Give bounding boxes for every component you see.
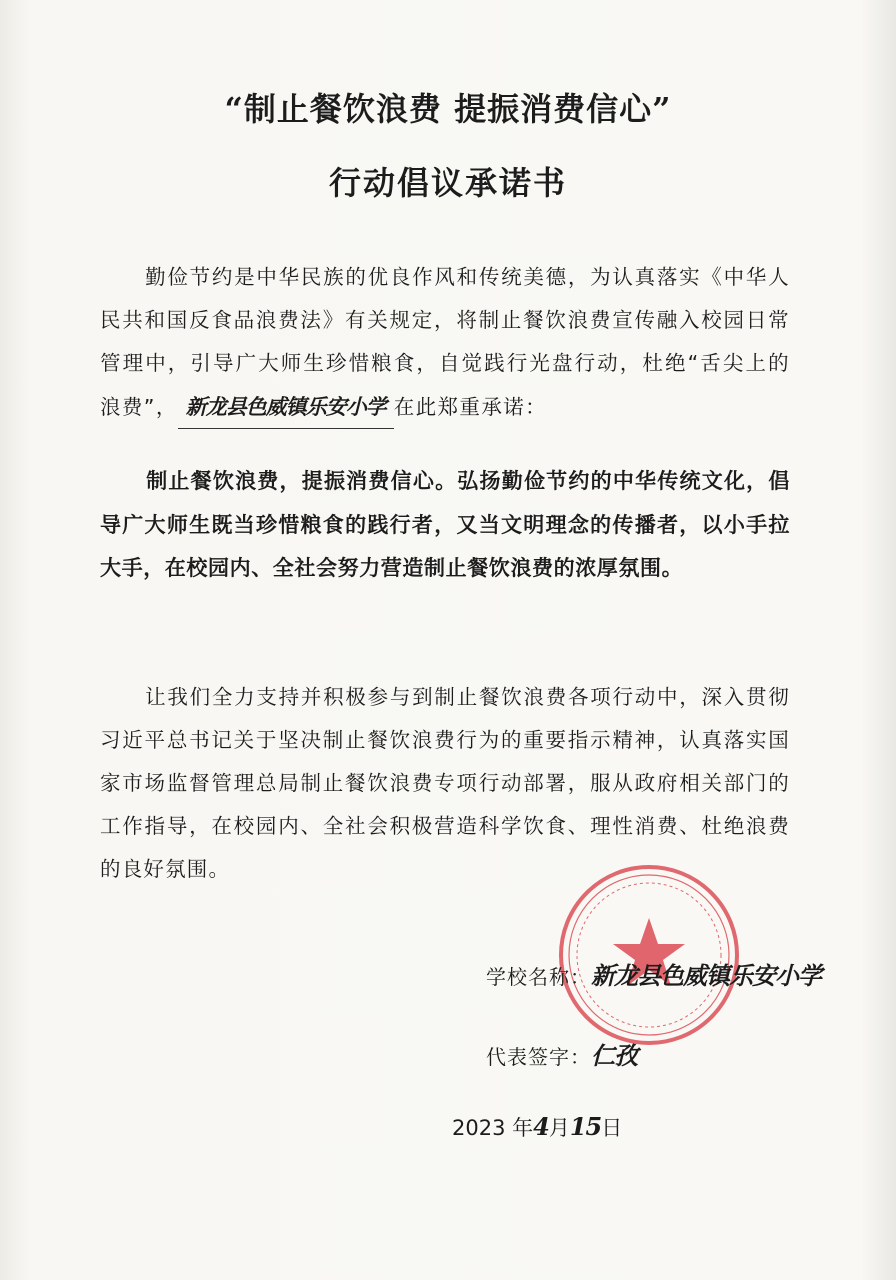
representative-signature: 仁孜 bbox=[591, 1041, 637, 1070]
document-subtitle: 行动倡议承诺书 bbox=[328, 164, 567, 202]
paragraph-intro-tail: 在此郑重承诺： bbox=[393, 395, 548, 419]
school-name-row bbox=[486, 956, 821, 991]
school-name-handwritten: 新龙县色威镇乐安小学 bbox=[591, 961, 821, 990]
official-seal-stamp bbox=[554, 860, 744, 1050]
date-year: 2023 年 bbox=[452, 1116, 534, 1140]
paragraph-intro-text: 勤俭节约是中华民族的优良作风和传统美德，为认真落实《中华人民共和国反食品浪费法》有关规定，将制止餐饮浪费宣传融入校园日常管理中，引导广大师生珍惜粮食，自觉践行光盘行动，杜绝“舌尖上的浪费”， bbox=[100, 265, 790, 419]
date-month: 4 bbox=[533, 1112, 549, 1141]
paragraph-action: 让我们全力支持并积极参与到制止餐饮浪费各项行动中，深入贯彻习近平总书记关于坚决制止餐饮浪费行为的重要指示精神，认真落实国家市场监督管理总局制止餐饮浪费专项行动部署，服从政府相关部门的工作指导，在校园内、全社会积极营造科学饮食、理性消费、杜绝浪费的良好氛围。 bbox=[100, 685, 790, 881]
date-day: 15 bbox=[569, 1112, 602, 1141]
document-title: “制止餐饮浪费 提振消费信心” bbox=[224, 90, 672, 128]
date-day-unit: 日 bbox=[601, 1116, 623, 1140]
handwritten-school-name: 新龙县色威镇乐安小学 bbox=[178, 385, 394, 429]
representative-label: 代表签字： bbox=[486, 1045, 591, 1069]
representative-signature-row bbox=[486, 1036, 637, 1071]
signing-date bbox=[452, 1112, 622, 1142]
date-month-unit: 月 bbox=[548, 1116, 570, 1140]
paragraph-commitment: 制止餐饮浪费，提振消费信心。弘扬勤俭节约的中华传统文化，倡导广大师生既当珍惜粮食的践行者，又当文明理念的传播者，以小手拉大手，在校园内、全社会努力营造制止餐饮浪费的浓厚氛围。 bbox=[100, 469, 790, 580]
paragraph-intro bbox=[100, 256, 790, 429]
school-name-label: 学校名称： bbox=[486, 965, 591, 989]
